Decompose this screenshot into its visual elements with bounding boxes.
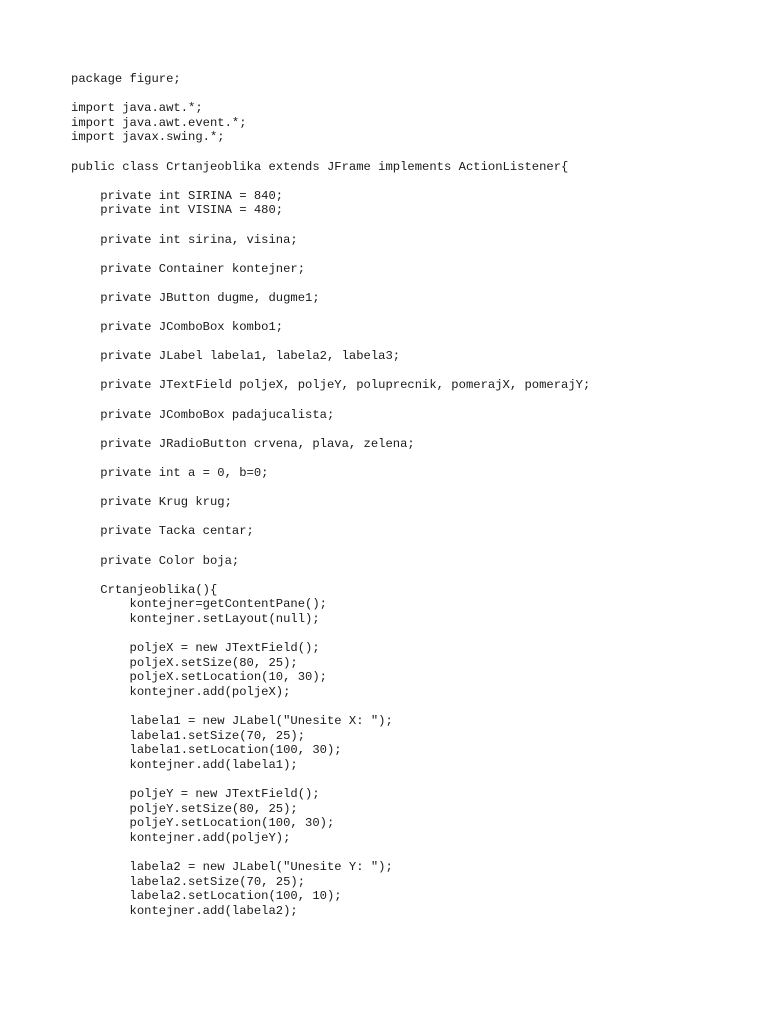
code-line: poljeY.setSize(80, 25);: [71, 801, 298, 816]
code-line: kontejner.add(labela1);: [71, 757, 298, 772]
blank-line: [71, 510, 751, 525]
code-line: kontejner.add(labela2);: [71, 903, 298, 918]
code-line: labela1 = new JLabel("Unesite X: ");: [71, 714, 393, 729]
code-line: public class Crtanjeoblika extends JFrame implements ActionListener{: [71, 159, 569, 174]
code-line: private int a = 0, b=0;: [71, 466, 269, 481]
code-line: import java.awt.*;: [71, 101, 203, 116]
code-line: labela2.setSize(70, 25);: [71, 874, 306, 889]
code-line: import java.awt.event.*;: [71, 115, 247, 130]
code-line: poljeY = new JTextField();: [71, 787, 320, 802]
code-line: poljeX.setSize(80, 25);: [71, 655, 298, 670]
blank-line: [71, 306, 751, 321]
blank-line: [71, 335, 751, 350]
code-line: kontejner.add(poljeX);: [71, 684, 291, 699]
blank-line: [71, 145, 751, 160]
code-line: private JTextField poljeX, poljeY, poluprecnik, pomerajX, pomerajY;: [71, 378, 591, 393]
code-line: kontejner.setLayout(null);: [71, 611, 320, 626]
blank-line: [71, 393, 751, 408]
code-line: private JComboBox kombo1;: [71, 320, 284, 335]
code-line: private int SIRINA = 840;: [71, 188, 284, 203]
code-line: import javax.swing.*;: [71, 130, 225, 145]
code-listing: [71, 72, 751, 918]
blank-line: [71, 627, 751, 642]
code-line: labela1.setLocation(100, 30);: [71, 743, 342, 758]
blank-line: [71, 451, 751, 466]
blank-line: [71, 481, 751, 496]
code-line: private JComboBox padajucalista;: [71, 407, 335, 422]
blank-line: [71, 700, 751, 715]
code-line: labela1.setSize(70, 25);: [71, 728, 306, 743]
code-line: private Krug krug;: [71, 495, 232, 510]
blank-line: [71, 174, 751, 189]
code-line: private Color boja;: [71, 553, 240, 568]
blank-line: [71, 539, 751, 554]
code-line: kontejner=getContentPane();: [71, 597, 327, 612]
blank-line: [71, 218, 751, 233]
code-line: private Tacka centar;: [71, 524, 254, 539]
code-line: labela2 = new JLabel("Unesite Y: ");: [71, 860, 393, 875]
blank-line: [71, 568, 751, 583]
code-line: Crtanjeoblika(){: [71, 582, 218, 597]
blank-line: [71, 773, 751, 788]
code-line: private Container kontejner;: [71, 261, 306, 276]
code-line: private JButton dugme, dugme1;: [71, 290, 320, 305]
code-line: labela2.setLocation(100, 10);: [71, 889, 342, 904]
code-line: kontejner.add(poljeY);: [71, 830, 291, 845]
code-line: private JLabel labela1, labela2, labela3;: [71, 349, 401, 364]
code-line: poljeY.setLocation(100, 30);: [71, 816, 335, 831]
blank-line: [71, 87, 751, 102]
code-line: poljeX.setLocation(10, 30);: [71, 670, 327, 685]
blank-line: [71, 276, 751, 291]
code-line: package figure;: [71, 72, 181, 86]
code-line: private int VISINA = 480;: [71, 203, 284, 218]
code-line: private int sirina, visina;: [71, 232, 298, 247]
blank-line: [71, 845, 751, 860]
code-line: poljeX = new JTextField();: [71, 641, 320, 656]
blank-line: [71, 247, 751, 262]
blank-line: [71, 422, 751, 437]
blank-line: [71, 364, 751, 379]
code-line: private JRadioButton crvena, plava, zelena;: [71, 436, 415, 451]
